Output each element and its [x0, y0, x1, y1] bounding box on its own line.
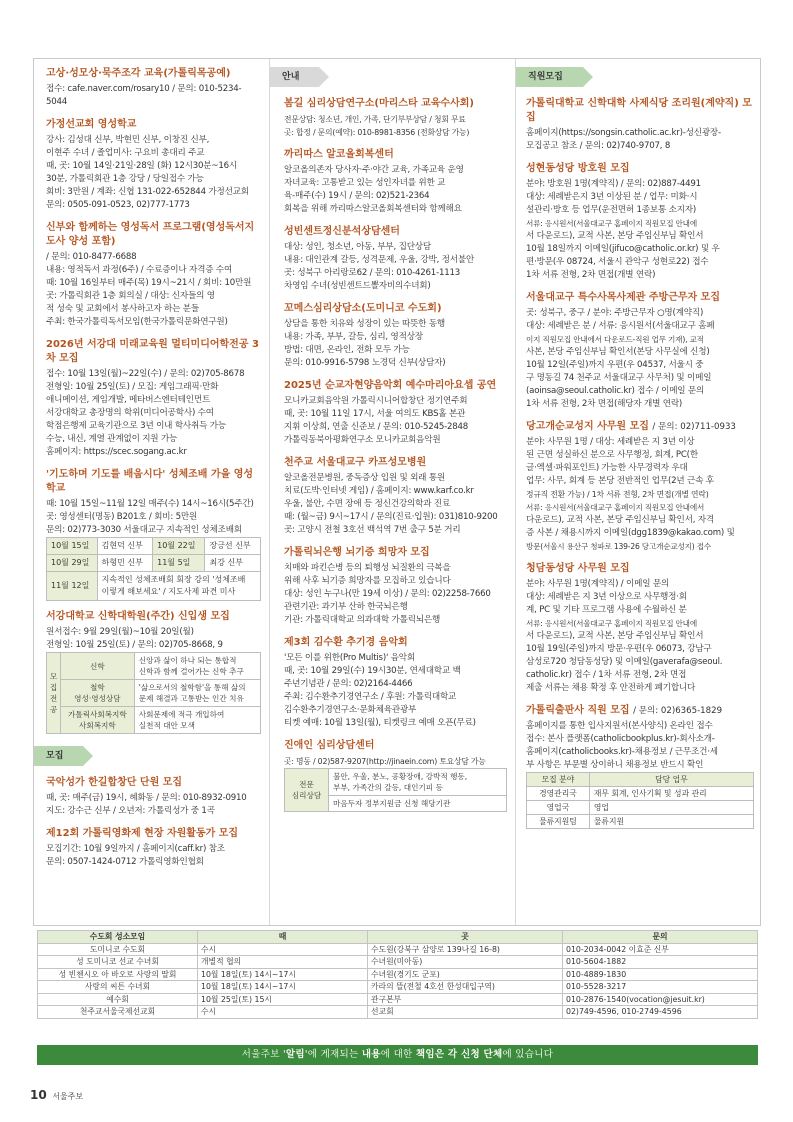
- listing-title: 청담동성당 사무원 모집: [526, 563, 630, 574]
- table-row: 모집전공 신학 신앙과 삶이 하나 되는 통합적 신학과 함께 걸어가는 신학 추구: [47, 653, 261, 680]
- listing-choir: 국악성가 한길합창단 단원 모집 때, 곳: 매주(금) 19시, 혜화동 / 문의: 010-8932-0910 지도: 강수근 신부 / 오년저: 가톨릭성가 중 1곡: [46, 776, 261, 818]
- listing-sogang-theology: 서강대학교 신학대학원(주간) 신입생 모집 원서접수: 9월 29일(월)~10월 20일(월) 전형일: 10월 25일(토) / 문의: 02)705-8668, 9 모집전공 신학 신앙과 삶이 하나 되는 통합적 신학과 함께 걸어가는 신학 추구 철학 영성·영성상담 '삶으로서의 철학함'을 통해 삶의 문제 해결과 고통받는 인간 치유 가톨릭사회복지학 사회복지학 사회문제에 적극 개입하여 실천적 대안 모색: [46, 610, 261, 734]
- listing-title: 성빈센트정신분석상담센터: [284, 226, 400, 237]
- listing-comes-counseling: 꼬메스심리상담소(도미니코 수도회) 상담을 통한 치유와 성장이 있는 따뜻한 동행 내용: 가족, 부부, 갈등, 심리, 영적상장 방법: 대면, 온라인, 전화 모두 가능 문의: 010-9916-5798 노경덕 신부(상담자): [284, 302, 507, 370]
- listing-title: 가톨릭출판사 직원 모집 / 문의: 02)6365-1829: [526, 705, 723, 716]
- table-row: 사랑의 씨튼 수녀회 10월 18일(토) 14시~17시 카라의 뜰(전철 4호선 한성대입구역) 010-5528-3217: [38, 981, 758, 994]
- page-number: 10: [30, 1088, 47, 1102]
- listing-title: 까리따스 알코올회복센터: [284, 149, 394, 160]
- section-tab-guide: 안내: [270, 67, 319, 87]
- listing-film-festival: 제12회 가톨릭영화제 현장 자원활동가 모집 모집기간: 10월 9일까지 / 홈페이지(caff.kr) 참조 문의: 0507-1424-0712 가톨릭영화인협회: [46, 827, 261, 869]
- listing-title: 성현동성당 방호원 모집: [526, 163, 630, 174]
- table-row: 성 도미니코 선교 수녀회 개별적 협의 수녀원(미아동) 010-5604-1882: [38, 956, 758, 969]
- bulletin-board: [33, 58, 761, 926]
- section-tab-recruit: 모집: [34, 746, 83, 766]
- table-row: 천주교서울국제선교회 수시 선교회 02)749-4596, 010-2749-4596: [38, 1006, 758, 1019]
- listing-title: 2025년 순교자현양음악회 예수마리아요셉 공연: [284, 380, 497, 391]
- listing-title: 제3회 김수환 추기경 음악회: [284, 637, 408, 648]
- table-row: 전문 심리상담 불안, 우울, 분노, 공황장애, 강박적 행동, 부부, 가족간의 갈등, 대인기피 등: [285, 769, 507, 796]
- table-row: 11월 12일 지속적인 성체조배회 회장 강의 '성체조배 이렇게 해보세요' / 지도사제 파견 미사: [47, 572, 261, 601]
- listing-title: 국악성가 한길합창단 단원 모집: [46, 777, 183, 788]
- column-right: [516, 59, 762, 925]
- table-row: 도미니코 수도회 수시 수도원(강북구 삼양로 139나길 16-8) 010-2034-0042 이효준 신부: [38, 943, 758, 956]
- disclaimer-banner: 서울주보 '알림'에 게재되는 내용에 대한 책임은 각 신청 단체에 있습니다: [37, 1045, 758, 1065]
- listing-danggogae-clerk: 당고개순교성지 사무원 모집 / 문의: 02)711-0933 분야: 사무원 1명 / 대상: 세례받은 지 3년 이상 된 근면 성실하신 분으로 사무행정, 회계, PC(한 글·엑셀·파워포인트) 가능한 사무경력자 우대 업무: 사무, 회계 등 본당 전반적인 업무(2년 근속 후 정규직 전환 가능) / 1차 서류 전형, 2차 면접(개별 연락) 서류: 응시원서(서울대교구 홈페이지 직원모집 안내에서 다운로드), 교적 사본, 본당 주임신부님 확인서, 자격 증 사본 / 채용시까지 이메일(dgg1839@kakao.com) 및 방문(서울시 용산구 청파로 139-26 당고개순교성지) 접수: [526, 420, 754, 553]
- column-middle: [270, 59, 516, 925]
- listing-bomgil-counseling: 봄길 심리상담연구소(마리스타 교육수사회) 전문상담: 청소년, 개인, 가족, 단기부부상담 / 청회 무료 곳: 합정 / 문의(예약): 010-8981-8356 (전화상담 가능): [284, 97, 507, 139]
- majors-table: [46, 652, 261, 734]
- column-left: [34, 59, 270, 925]
- table-row: 10월 15일 김현덕 신부 10월 22일 장긍선 신부: [47, 538, 261, 555]
- listing-title: 천주교 서울대교구 카프성모병원: [284, 457, 427, 468]
- listing-title: 가톨릭대학교 신학대학 사제식당 조리원(계약직) 모집: [526, 98, 752, 123]
- table-row: 철학 영성·영성상담 '삶으로서의 철학함'을 통해 삶의 문제 해결과 고통받는 인간 치유: [47, 680, 261, 707]
- table-row: 가톨릭사회복지학 사회복지학 사회문제에 적극 개입하여 실천적 대안 모색: [47, 707, 261, 734]
- listing-martyr-concert: 2025년 순교자현양음악회 예수마리아요셉 공연 모니카교회음악원 가톨릭시니어합창단 정기연주회 때, 곳: 10월 11일 17시, 서울 여의도 KBS홀 본관 지휘 이상희, 연출 신준보 / 문의: 010-5245-2848 가톨릭동북아평화연구소 모니카교회음악원: [284, 379, 507, 447]
- listing-brain-bank: 가톨릭뇌은행 뇌기증 희망자 모집 치매와 파킨슨병 등의 퇴행성 뇌질환의 극복을 위해 사후 뇌기증 희망자를 모집하고 있습니다 대상: 성인 누구나(만 19세 이상) / 문의: 02)2258-7660 관련기관: 과기부 산하 한국뇌은행 기관: 가톨릭대학교 의과대학 가톨릭뇌은행: [284, 546, 507, 627]
- table-row: 10월 29일 하형민 신부 11월 5일 최강 신부: [47, 555, 261, 572]
- table-header-row: 수도회 성소모임 때 곳 문의: [38, 931, 758, 944]
- listing-title: 봄길 심리상담연구소(마리스타 교육수사회): [284, 98, 474, 109]
- listing-seminary-cook: 가톨릭대학교 신학대학 사제식당 조리원(계약직) 모집 홈페이지(https://songsin.catholic.ac.kr)-성신광장- 모집공고 참조 / 문의: 02)740-9707, 8: [526, 97, 754, 153]
- positions-table: [526, 772, 754, 829]
- listing-seonghyeon-guard: 성현동성당 방호원 모집 분야: 방호원 1명(계약직) / 문의: 02)887-4491 대상: 세례받은지 3년 이상된 분 / 업무: 미화·시 설관리·방호 등 업무(운전면허 1종보통 소지자) 서류: 응시원서(서울대교구 홈페이지 직원모집 안내에 서 다운로드), 교적 사본, 본당 주임신부님 확인서 10월 18일까지 이메일(jifuco@catholic.or.kr) 및 우 편·방문(우 08724, 서울시 관악구 성현로22) 접수 1차 서류 전형, 2차 면접(개별 연락): [526, 162, 754, 282]
- listing-carving-class: 고상·성모상·묵주조각 교육(가톨릭목공예) 접수: cafe.naver.com/rosary10 / 문의: 010-5234-5044: [46, 67, 261, 109]
- listing-st-vincent-center: 성빈센트정신분석상담센터 대상: 성인, 청소년, 아동, 부부, 집단상담 내용: 대인관계 갈등, 성격문제, 우울, 강박, 정서불안 곳: 성북구 아리랑로62 / 문의: 010-4261-1113 차영임 수녀(성빈센트드뽈자비의수녀회): [284, 225, 507, 293]
- listing-jinaein-counseling: 진애인 심리상담센터 곳: 명동 / 02)587-9207(http://jinaein.com) 토요상담 가능 전문 심리상담 불안, 우울, 분노, 공황장애, 강박적 행동, 부부, 가족간의 갈등, 대인기피 등 마음두자 정부지원금 신청 해당기관: [284, 739, 507, 812]
- listing-karf-hospital: 천주교 서울대교구 카프성모병원 알코올전문병원, 중독증상 입원 및 외래 통원 치료(도박·인터넷 게임) / 홈페이지: www.karf.co.kr 우울, 불안, 수면 장애 등 정신건강의학과 진료 때: (월~금) 9시~17시 / 문의(진료·입원): 031)810-9200 곳: 고양시 전철 3호선 백석역 7번 출구 5분 거리: [284, 456, 507, 537]
- table-row: 모집 분야 담당 업무: [527, 773, 754, 787]
- listing-spiritual-reading: 신부와 함께하는 영성독서 프로그램(영성독서지도사 양성 포함) / 문의: 010-8477-6688 내용: 영적독서 과정(6주) / 수료증이나 자격증 수여 때: 10월 16일부터 매주(목) 19시~21시 / 회비: 10만원 곳: 가톨릭회관 1층 회의실 / 대상: 신자들의 영 적 성숙 및 교회에서 봉사하고자 하는 분들 주최: 한국가톨릭독서모임(한국가톨릭문화연구원): [46, 221, 261, 329]
- listing-sogang-multimedia: 2026년 서강대 미래교육원 멀티미디어학전공 3차 모집 접수: 10월 13일(월)~22일(수) / 문의: 02)705-8678 전형일: 10월 25일(토) / 모집: 게임그래픽·만화 애니메이션, 게임개발, 메타버스엔터테인먼트 서강대학교 총장명의 학위(미디어공학사) 수여 학점은행제 교육기관으로 3년 이내 학사취득 가능 수능, 내신, 계열 관계없이 지원 가능 홈페이지: https://scec.sogang.ac.kr: [46, 338, 261, 459]
- listing-title: 고상·성모상·묵주조각 교육(가톨릭목공예): [46, 68, 231, 79]
- page-footer: [30, 1088, 83, 1102]
- vocation-meetings-table: [37, 930, 758, 1019]
- listing-title: 서강대학교 신학대학원(주간) 신입생 모집: [46, 611, 230, 622]
- listing-title: '기도하며 기도를 배웁시다' 성체조배 가을 영성학교: [46, 469, 254, 494]
- counseling-table: [284, 768, 507, 812]
- listing-cheongdam-clerk: 청담동성당 사무원 모집 분야: 사무원 1명(계약직) / 이메일 문의 대상: 세례받은 지 3년 이상으로 사무행정·회 계, PC 및 기타 프로그램 사용에 수월하신 분 서류: 응시원서(서울대교구 홈페이지 직원모집 안내에 서 다운로드), 교적 사본, 본당 주임신부님 확인서 10월 19일(주일)까지 방문·우편(우 06073, 강남구 삼성로720 청담동성당) 및 이메일(gaverafa@seoul. catholic.kr) 접수 / 1차 서류 전형, 2차 면접 제출 서류는 채용 확정 후 안전하게 폐기합니다: [526, 562, 754, 695]
- listing-title: 꼬메스심리상담소(도미니코 수도회): [284, 303, 442, 314]
- listing-title: 가톨릭뇌은행 뇌기증 희망자 모집: [284, 547, 430, 558]
- listing-title: 가정선교회 영성학교: [46, 119, 137, 130]
- listing-title: 진애인 심리상담센터: [284, 740, 375, 751]
- listing-kitchen-staff: 서울대교구 특수사목사제관 주방근무자 모집 곳: 성북구, 중구 / 분야: 주방근무자 ○명(계약직) 대상: 세례받은 분 / 서류: 응시원서(서울대교구 홈페 이지 직원모집 안내에서 다운로드-직원 업무 기재), 교적 사본, 본당 주임신부님 확인서(본당 사무실에 신청) 10월 12일(주일)까지 우편(우 04537, 서울시 중 구 명동길 74 천주교 서울대교구 사무처) 및 이메일 (aoinsa@seoul.catholic.kr) 접수 / 이메일 문의 1차 서류 전형, 2차 면접(해당자 개별 연락): [526, 291, 754, 411]
- table-row: 성 빈첸시오 아 바오로 사랑의 딸회 10월 18일(토) 14시~17시 수녀원(경기도 군포) 010-4889-1830: [38, 968, 758, 981]
- listing-caritas-alcohol: 까리따스 알코올회복센터 알코올의존자 당사자·주·야간 교육, 가족교육 운영 자녀교육: 고통받고 있는 성인자녀를 위한 교 육-매주(수) 19시 / 문의: 02)521-2364 회복을 위해 까리따스알코올회복센터와 함께해요: [284, 148, 507, 216]
- listing-title: 서울대교구 특수사목사제관 주방근무자 모집: [526, 292, 720, 303]
- listing-family-mission-school: 가정선교회 영성학교 강사: 김성대 신부, 박현민 신부, 이창진 신부, 이현주 수녀 / 졸업미사: 구요비 총대리 주교 때, 곳: 10월 14일·21일·28일 (화) 12시30분~16시 30분, 가톨릭회관 1층 강당 / 당일접수 가능 회비: 3만원 / 계좌: 신협 131-022-652844 가정선교회 문의: 0505-091-0523, 02)777-1773: [46, 118, 261, 212]
- listing-cardinal-concert: 제3회 김수환 추기경 음악회 '모든 이를 위한(Pro Multis)' 음악회 때, 곳: 10월 29일(수) 19시30분, 연세대학교 백 주년기념관 / 문의: 02)2164-4466 주최: 김수환추기경연구소 / 후원: 가톨릭대학교 김수환추기경연구소·문화체육관광부 티켓 예매: 10월 13일(월), 티켓링크 예매 오픈(무료): [284, 636, 507, 730]
- table-row: 경영관리국 재무 회계, 인사기획 및 성과 관리: [527, 787, 754, 801]
- table-row: 물류지원팀 물류지원: [527, 815, 754, 829]
- table-row: 마음두자 정부지원금 신청 해당기관: [285, 796, 507, 812]
- listing-title: 당고개순교성지 사무원 모집 / 문의: 02)711-0933: [526, 421, 736, 432]
- listing-title: 제12회 가톨릭영화제 현장 자원활동가 모집: [46, 828, 239, 839]
- publication-name: 서울주보: [52, 1092, 84, 1101]
- table-row: 예수회 10월 25일(토) 15시 관구본부 010-2876-1540(vocation@jesuit.kr): [38, 993, 758, 1006]
- listing-adoration-school: '기도하며 기도를 배웁시다' 성체조배 가을 영성학교 때: 10월 15일~11월 12일 매주(수) 14시~16시(5주간) 곳: 영성센터(명동) B201호 / 회비: 5만원 문의: 02)773-3030 서울대교구 지속적인 성체조배회 10월 15일 김현덕 신부 10월 22일 장긍선 신부 10월 29일 하형민 신부 11월 5일 최강 신부 11월 12일 지속적인 성체조배회 회장 강의 '성체조배 이렇게 해보세요' / 지도사제 파견 미사: [46, 468, 261, 601]
- listing-title: 신부와 함께하는 영성독서 프로그램(영성독서지도사 양성 포함): [46, 222, 255, 247]
- section-tab-staff-recruit: 직원모집: [516, 67, 583, 87]
- table-row: 영업국 영업: [527, 801, 754, 815]
- lecture-schedule-table: [46, 537, 261, 601]
- listing-title: 2026년 서강대 미래교육원 멀티미디어학전공 3차 모집: [46, 339, 259, 364]
- listing-catholic-publisher: 가톨릭출판사 직원 모집 / 문의: 02)6365-1829 홈페이지를 통한 입사지원서(본사양식) 온라인 접수 접수: 본사 플랫폼(catholicbookplus.kr)-회사소개- 홈페이지(catholicbooks.kr)-채용정보 / 근무조건·세 부 사항은 부문별 상이하니 채용정보 반드시 확인 모집 분야 담당 업무 경영관리국 재무 회계, 인사기획 및 성과 관리 영업국 영업 물류지원팀 물류지원: [526, 704, 754, 829]
